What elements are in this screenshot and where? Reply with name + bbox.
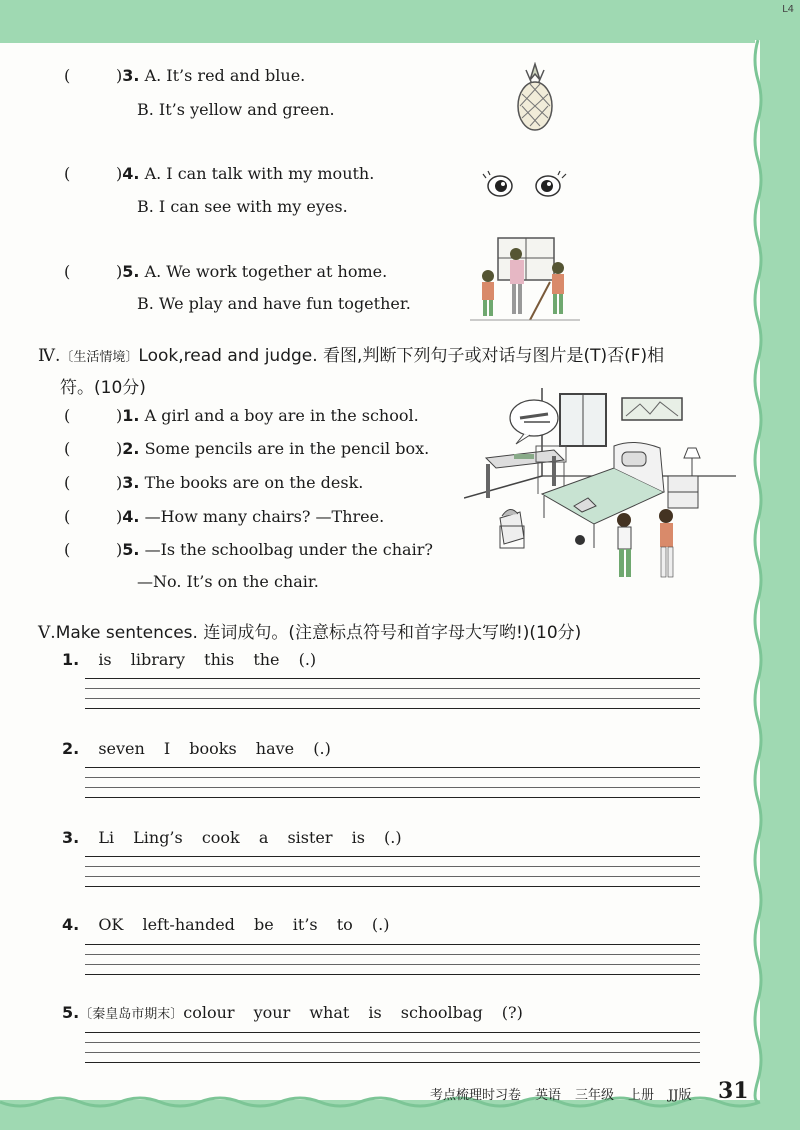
term: 上册 bbox=[628, 1088, 655, 1103]
part4-item-3: ( )3. The books are on the desk. bbox=[64, 473, 364, 492]
part4-heading: Ⅳ.〔生活情境〕Look,read and judge. 看图,判断下列句子或对话与图片是(T)否(F)相 bbox=[38, 346, 665, 366]
part5-heading: Ⅴ.Make sentences. 连词成句。(注意标点符号和首字母大写哟!)(10分) bbox=[38, 623, 582, 643]
kids-cleaning-illustration bbox=[470, 236, 580, 324]
grade: 三年级 bbox=[575, 1088, 615, 1103]
option-a: A. I can talk with my mouth. bbox=[144, 164, 375, 183]
option-a: A. We work together at home. bbox=[144, 262, 388, 281]
option-a: A. It’s red and blue. bbox=[144, 66, 306, 85]
pineapple-icon bbox=[510, 62, 560, 132]
part3-item-4: ( )4. A. I can talk with my mouth. bbox=[64, 164, 375, 183]
part5-item-5: 5.〔秦皇岛市期末〕colour your what is schoolbag (?) bbox=[62, 1003, 523, 1022]
part5-item-1: 1. is library this the (.) bbox=[62, 650, 317, 669]
writing-lines-3[interactable] bbox=[85, 856, 700, 896]
writing-lines-2[interactable] bbox=[85, 767, 700, 807]
part4-item-5-line2: —No. It’s on the chair. bbox=[137, 572, 319, 591]
book-title: 考点梳理时习卷 bbox=[430, 1088, 522, 1103]
part4-heading-line2: 符。(10分) bbox=[60, 378, 146, 398]
part4-item-5: ( )5. —Is the schoolbag under the chair? bbox=[64, 540, 433, 559]
part5-item-4: 4. OK left-handed be it’s to (.) bbox=[62, 915, 390, 934]
part5-item-3: 3. Li Ling’s cook a sister is (.) bbox=[62, 828, 402, 847]
subject: 英语 bbox=[535, 1088, 562, 1103]
option-b: B. It’s yellow and green. bbox=[137, 100, 335, 119]
option-b: B. I can see with my eyes. bbox=[137, 197, 348, 216]
context-tag: 〔生活情境〕 bbox=[60, 350, 139, 365]
option-b: B. We play and have fun together. bbox=[137, 294, 411, 313]
bedroom-illustration bbox=[464, 388, 736, 586]
writing-lines-5[interactable] bbox=[85, 1032, 700, 1072]
page-footer bbox=[430, 1084, 706, 1103]
part5-item-2: 2. seven I books have (.) bbox=[62, 739, 331, 758]
writing-lines-1[interactable] bbox=[85, 678, 700, 718]
part3-item-3: ( )3. A. It’s red and blue. bbox=[64, 66, 306, 85]
part3-item-5: ( )5. A. We work together at home. bbox=[64, 262, 388, 281]
corner-mark: L4 bbox=[782, 4, 794, 15]
writing-lines-4[interactable] bbox=[85, 944, 700, 984]
edition: JJ版 bbox=[668, 1088, 692, 1103]
page-number: 31 bbox=[718, 1078, 749, 1104]
eyes-icon bbox=[482, 170, 568, 200]
part4-item-2: ( )2. Some pencils are in the pencil box. bbox=[64, 439, 430, 458]
source-tag: 〔秦皇岛市期末〕 bbox=[79, 1007, 184, 1022]
part4-item-1: ( )1. A girl and a boy are in the school. bbox=[64, 406, 419, 425]
part4-item-4: ( )4. —How many chairs? —Three. bbox=[64, 507, 385, 526]
